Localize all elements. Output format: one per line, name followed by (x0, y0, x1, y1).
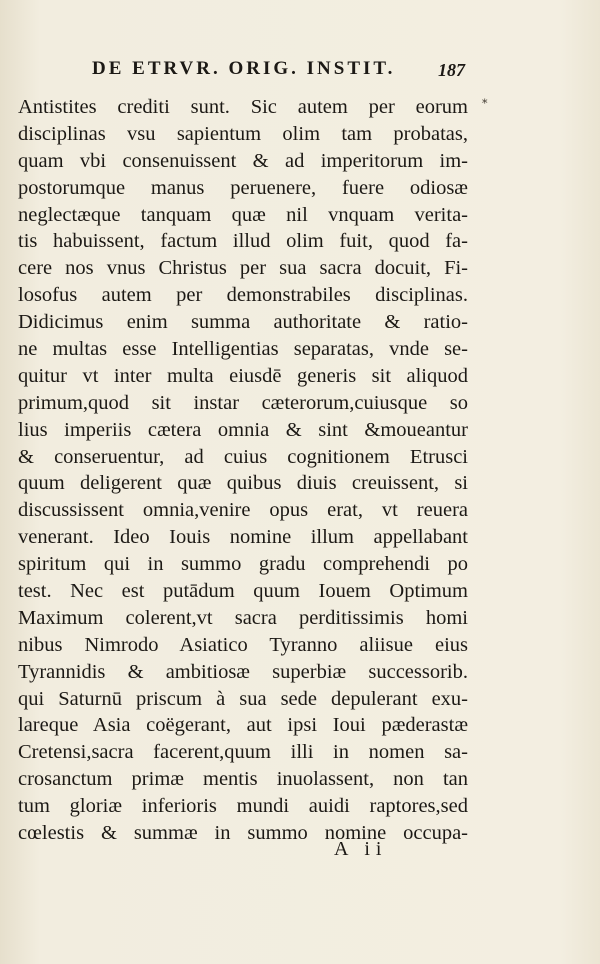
page-number: 187 (438, 60, 465, 80)
text-line: quitur vt inter multa eiusdē generis sit aliquod (18, 364, 468, 387)
margin-mark: * (482, 97, 488, 110)
text-line: lius imperiis cætera omnia & sint &moueantur (18, 418, 468, 441)
text-line: Maximum colerent,vt sacra perditissimis homi (18, 606, 468, 629)
text-line: quum deligerent quæ quibus diuis creuissent, si (18, 472, 468, 495)
text-line: tis habuissent, factum illud olim fuit, quod fa- (18, 230, 468, 253)
text-line: & conseruentur, ad cuius cognitionem Etrusci (18, 445, 468, 468)
running-title: DE ETRVR. ORIG. INSTIT. (92, 58, 396, 79)
text-line: ne multas esse Intelligentias separatas, vnde se- (18, 338, 468, 361)
text-line: venerant. Ideo Iouis nomine illum appellabant (18, 526, 468, 549)
body-text (18, 94, 468, 847)
text-line: losofus autem per demonstrabiles disciplinas. (18, 284, 468, 307)
text-line: quam vbi consenuissent & ad imperitorum im- (18, 149, 468, 172)
text-line: nibus Nimrodo Asiatico Tyranno aliisue eius (18, 633, 468, 656)
text-line: postorumque manus peruenere, fuere odiosæ (18, 176, 468, 199)
text-line: Didicimus enim summa authoritate & ratio- (18, 311, 468, 334)
text-line: crosanctum primæ mentis inuolassent, non tan (18, 768, 468, 791)
text-line: neglectæque tanquam quæ nil vnquam verita- (18, 203, 468, 226)
text-line: Antistites crediti sunt. Sic autem per eorum (18, 96, 468, 118)
text-line: lareque Asia coëgerant, aut ipsi Ioui pæderastæ (18, 714, 468, 737)
text-line: disciplinas vsu sapientum olim tam probatas, (18, 122, 468, 145)
signature-mark: A ii (334, 838, 388, 860)
text-line: cœlestis & summæ in summo nomine occupa- (18, 822, 468, 845)
text-line: Tyrannidis & ambitiosæ superbiæ successorib. (18, 660, 468, 683)
text-line: test. Nec est putādum quum Iouem Optimum (18, 580, 468, 603)
text-line: cere nos vnus Christus per sua sacra docuit, Fi- (18, 257, 468, 280)
text-line: qui Saturnū priscum à sua sede depulerant exu- (18, 687, 468, 710)
text-line: discussissent omnia,venire opus erat, vt reuera (18, 499, 468, 522)
text-line: primum,quod sit instar cæterorum,cuiusque so (18, 391, 468, 414)
text-line: Cretensi,sacra facerent,quum illi in nomen sa- (18, 741, 468, 764)
text-line: spiritum qui in summo gradu comprehendi po (18, 553, 468, 576)
text-line: tum gloriæ inferioris mundi auidi raptores,sed (18, 795, 468, 818)
